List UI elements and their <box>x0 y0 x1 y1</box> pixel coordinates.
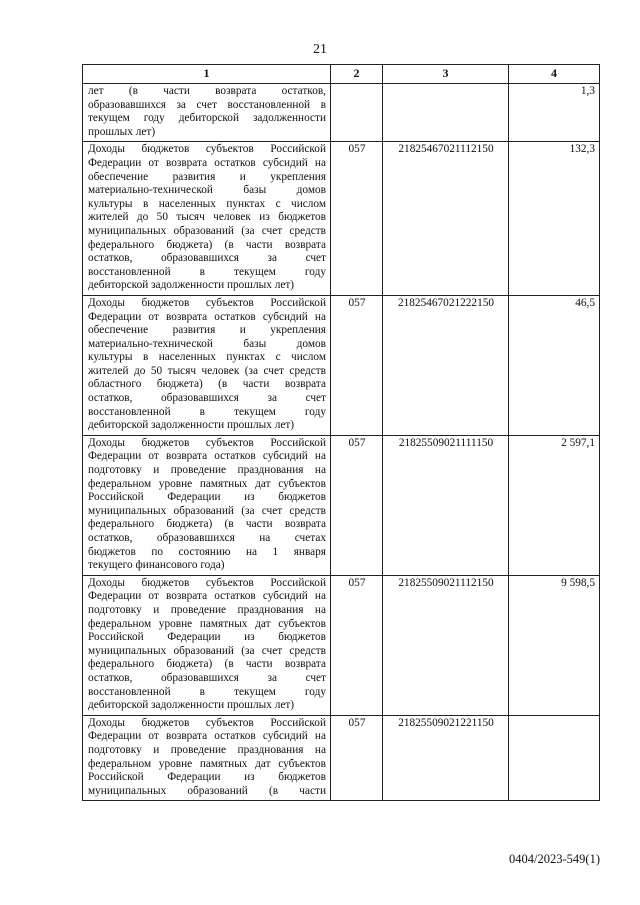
description-line: Российской Федерации из бюджетов <box>88 771 326 784</box>
description-line: восстановленной в текущем году <box>88 685 326 698</box>
description-line: подготовку и проведение празднования на <box>88 743 326 756</box>
column-header-administrator: 2 <box>331 65 383 84</box>
table-body <box>83 84 600 801</box>
row-description <box>83 575 331 715</box>
row-amount: 1,3 <box>509 84 600 142</box>
row-description <box>83 142 331 296</box>
description-line: материально-технической базы домов <box>88 184 326 197</box>
revenue-table <box>82 64 600 801</box>
document-code: 0404/2023-549(1) <box>509 852 600 866</box>
description-line: муниципальных образований (в части <box>88 784 326 797</box>
row-description <box>83 84 331 142</box>
description-line: федерального бюджета) (в части возврата <box>88 658 326 671</box>
row-classification-code: 21825509021221150 <box>383 715 509 801</box>
row-classification-code: 21825467021222150 <box>383 295 509 435</box>
table-row <box>83 142 600 296</box>
description-line: муниципальных образований (за счет средств <box>88 504 326 517</box>
description-line: Федерации от возврата остатков субсидий на <box>88 310 326 323</box>
column-header-code: 3 <box>383 65 509 84</box>
description-line: подготовку и проведение празднования на <box>88 464 326 477</box>
description-line: образовавшихся за счет восстановленной в <box>88 98 326 111</box>
description-line: Доходы бюджетов субъектов Российской <box>88 436 326 449</box>
description-line: остатков, образовавшихся за счет <box>88 392 326 405</box>
row-amount <box>509 715 600 801</box>
description-line: Федерации от возврата остатков субсидий на <box>88 156 326 169</box>
description-line: Доходы бюджетов субъектов Российской <box>88 296 326 309</box>
description-last-line: дебиторской задолженности прошлых лет) <box>88 419 295 432</box>
description-line: жителей до 50 тысяч человек (за счет средств <box>88 364 326 377</box>
description-line: Российской Федерации из бюджетов <box>88 631 326 644</box>
description-line: восстановленной в текущем году <box>88 405 326 418</box>
row-amount: 132,3 <box>509 142 600 296</box>
description-line: восстановленной в текущем году <box>88 265 326 278</box>
description-line: федеральном уровне памятных дат субъектов <box>88 477 326 490</box>
description-line: Федерации от возврата остатков субсидий на <box>88 450 326 463</box>
description-line: остатков, образовавшихся на счетах <box>88 532 326 544</box>
description-line: жителей до 50 тысяч человек из бюджетов <box>88 211 326 224</box>
description-line: Федерации от возврата остатков субсидий на <box>88 590 326 603</box>
description-line: Российской Федерации из бюджетов <box>88 491 326 504</box>
table-row <box>83 295 600 435</box>
row-administrator-code: 057 <box>331 715 383 801</box>
description-line: областного бюджета) (в части возврата <box>88 378 326 391</box>
description-line: федеральном уровне памятных дат субъектов <box>88 617 326 630</box>
description-line: обеспечение развития и укрепления <box>88 170 326 183</box>
row-administrator-code: 057 <box>331 575 383 715</box>
row-classification-code: 21825467021112150 <box>383 142 509 296</box>
table-row <box>83 435 600 575</box>
row-classification-code <box>383 84 509 142</box>
row-amount: 2 597,1 <box>509 435 600 575</box>
row-description <box>83 295 331 435</box>
row-classification-code: 21825509021111150 <box>383 435 509 575</box>
row-classification-code: 21825509021112150 <box>383 575 509 715</box>
description-line: бюджетов по состоянию на 1 января <box>88 545 326 558</box>
description-line: материально-технической базы домов <box>88 337 326 350</box>
description-line: культуры в населенных пунктах с числом <box>88 197 326 210</box>
page-number: 21 <box>313 42 327 57</box>
description-line: Доходы бюджетов субъектов Российской <box>88 576 326 589</box>
description-line: текущем году дебиторской задолженности <box>88 112 326 125</box>
description-last-line: дебиторской задолженности прошлых лет) <box>88 699 295 712</box>
description-line: лет (в части возврата остатков, <box>88 85 326 97</box>
table-row <box>83 84 600 142</box>
description-line: Доходы бюджетов субъектов Российской <box>88 716 326 729</box>
description-last-line: прошлых лет) <box>88 125 156 138</box>
description-line: культуры в населенных пунктах с числом <box>88 351 326 364</box>
description-line: остатков, образовавшихся за счет <box>88 671 326 684</box>
row-amount: 9 598,5 <box>509 575 600 715</box>
row-description <box>83 715 331 801</box>
description-line: федерального бюджета) (в части возврата <box>88 238 326 251</box>
row-administrator-code: 057 <box>331 435 383 575</box>
column-header-amount: 4 <box>509 65 600 84</box>
description-line: муниципальных образований (за счет средств <box>88 224 326 237</box>
description-line: федерального бюджета) (в части возврата <box>88 518 326 531</box>
description-last-line: текущего финансового года) <box>88 559 225 572</box>
row-administrator-code: 057 <box>331 295 383 435</box>
description-line: обеспечение развития и укрепления <box>88 324 326 337</box>
table-row <box>83 715 600 801</box>
row-administrator-code <box>331 84 383 142</box>
table-row <box>83 575 600 715</box>
description-line: федеральном уровне памятных дат субъектов <box>88 757 326 770</box>
table-header-row <box>83 65 600 84</box>
row-administrator-code: 057 <box>331 142 383 296</box>
description-last-line: дебиторской задолженности прошлых лет) <box>88 279 295 292</box>
row-description <box>83 435 331 575</box>
description-line: подготовку и проведение празднования на <box>88 603 326 616</box>
row-amount: 46,5 <box>509 295 600 435</box>
description-line: муниципальных образований (за счет средств <box>88 644 326 657</box>
description-line: Доходы бюджетов субъектов Российской <box>88 143 326 156</box>
column-header-description: 1 <box>83 65 331 84</box>
description-line: остатков, образовавшихся за счет <box>88 252 326 265</box>
description-line: Федерации от возврата остатков субсидий на <box>88 730 326 743</box>
